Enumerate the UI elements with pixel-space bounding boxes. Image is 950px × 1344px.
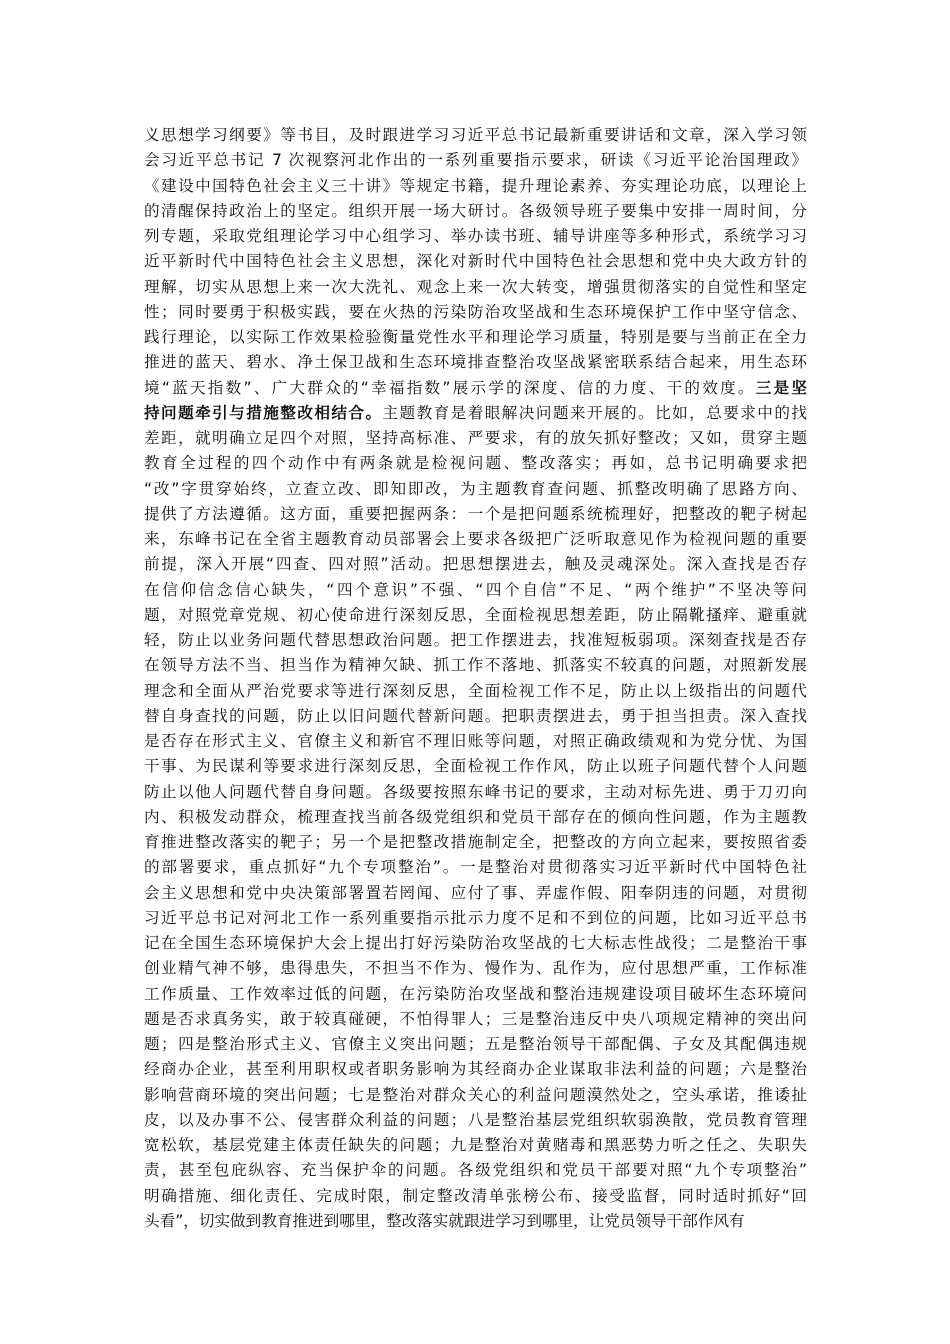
text-line bbox=[144, 552, 807, 577]
text-segment: 的部署要求，重点抓好“九个专项整治”。一是整治对贯彻落实习近平新时代中国特色社 bbox=[144, 858, 807, 877]
text-segment: 影响营商环境的突出问题；七是整治对群众关心的利益问题漠然处之，空头承诺，推诿扯 bbox=[144, 1085, 807, 1104]
text-line bbox=[144, 906, 807, 931]
text-line bbox=[144, 1007, 807, 1032]
text-segment: 经商办企业，甚至利用职权或者职务影响为其经商办企业谋取非法利益的问题；六是整治 bbox=[144, 1060, 807, 1079]
text-line bbox=[144, 1032, 807, 1057]
text-line bbox=[144, 780, 807, 805]
text-segment: 题，对照党章党规、初心使命进行深刻反思，全面检视思想差距，防止隔靴搔痒、避重就 bbox=[144, 605, 807, 624]
text-segment: 来，东峰书记在全省主题教育动员部署会上要求各级把广泛听取意见作为检视问题的重要 bbox=[144, 530, 807, 548]
text-segment: 宽松软，基层党建主体责任缺失的问题；九是整治对黄赌毒和黑恶势力听之任之、失职失 bbox=[144, 1136, 807, 1154]
text-line bbox=[144, 754, 807, 779]
text-line bbox=[144, 956, 807, 981]
text-segment: 会习近平总书记 7 次视察河北作出的一系列重要指示要求，研读《习近平论治国理政》 bbox=[144, 151, 807, 170]
text-line bbox=[144, 1184, 807, 1209]
text-segment: 提供了方法遵循。这方面，重要把握两条：一个是把问题系统梳理好，把整改的靶子树起 bbox=[144, 504, 807, 523]
text-line bbox=[144, 1158, 807, 1183]
text-line bbox=[144, 603, 807, 628]
text-line bbox=[144, 931, 807, 956]
text-line bbox=[144, 123, 807, 148]
text-segment: 干事、为民谋利等要求进行深刻反思，全面检视工作作风，防止以班子问题代替个人问题 bbox=[144, 757, 807, 776]
text-line bbox=[144, 855, 807, 880]
text-segment: 育推进整改落实的靶子；另一个是把整改措施制定全，把整改的方向立起来，要按照省委 bbox=[144, 833, 807, 851]
text-segment: 题；四是整治形式主义、官僚主义突出问题；五是整治领导干部配偶、子女及其配偶违规 bbox=[144, 1035, 807, 1053]
text-segment: 内、积极发动群众，梳理查找当前各级党组织和党员干部存在的倾向性问题，作为主题教 bbox=[144, 807, 807, 826]
text-segment: 轻，防止以业务问题代替思想政治问题。把工作摆进去，找准短板弱项。深刻查找是否存 bbox=[144, 631, 807, 649]
text-line bbox=[144, 451, 807, 476]
text-segment: 推进的蓝天、碧水、净土保卫战和生态环境排查整治攻坚战紧密联系结合起来，用生态环 bbox=[144, 353, 807, 372]
bold-text-segment: 三是坚 bbox=[755, 378, 807, 397]
text-line bbox=[144, 729, 807, 754]
text-line bbox=[144, 148, 807, 173]
text-segment: 的清醒保持政治上的坚定。组织开展一场大研讨。各级领导班子要集中安排一周时间，分 bbox=[144, 201, 807, 220]
text-segment: 替自身查找的问题，防止以旧问题代替新问题。把职责摆进去，勇于担当担责。深入查找 bbox=[144, 706, 807, 725]
text-line bbox=[144, 1083, 807, 1108]
text-line bbox=[144, 1057, 807, 1082]
text-segment: 防止以他人问题代替自身问题。各级要按照东峰书记的要求，主动对标先进、勇于刀刃向 bbox=[144, 782, 807, 801]
text-line bbox=[144, 275, 807, 300]
text-line bbox=[144, 982, 807, 1007]
text-segment: 理解，切实从思想上来一次大洗礼、观念上来一次大转变，增强贯彻落实的自觉性和坚定 bbox=[144, 277, 807, 296]
text-segment: 践行理论，以实际工作效果检验衡量党性水平和理论学习质量，特别是要与当前正在全力 bbox=[144, 328, 807, 346]
text-segment: 是否存在形式主义、官僚主义和新官不理旧账等问题，对照正确政绩观和为党分忧、为国 bbox=[144, 732, 807, 750]
text-segment: 习近平总书记对河北工作一系列重要指示批示力度不足和不到位的问题，比如习近平总书 bbox=[144, 908, 807, 927]
text-segment: 创业精气神不够，患得患失，不担当不作为、慢作为、乱作为，应付思想严重，工作标准 bbox=[144, 959, 807, 978]
text-segment: 差距，就明确立足四个对照，坚持高标准、严要求，有的放矢抓好整改；又如，贯穿主题 bbox=[144, 429, 807, 447]
text-line bbox=[144, 1133, 807, 1158]
text-segment: 皮，以及办事不公、侵害群众利益的问题；八是整治基层党组织软弱涣散，党员教育管理 bbox=[144, 1110, 807, 1129]
text-line bbox=[144, 199, 807, 224]
text-line bbox=[144, 830, 807, 855]
text-segment: 头看”，切实做到教育推进到哪里，整改落实就跟进学习到哪里，让党员领导干部作风有 bbox=[144, 1211, 745, 1230]
text-line bbox=[144, 401, 807, 426]
text-line bbox=[144, 679, 807, 704]
text-segment: 境“蓝天指数”、广大群众的“幸福指数”展示学的深度、信的力度、干的效度。 bbox=[144, 378, 756, 397]
text-line bbox=[144, 628, 807, 653]
text-line bbox=[144, 527, 807, 552]
text-line bbox=[144, 1108, 807, 1133]
text-segment: 列专题，采取党组理论学习中心组学习、举办读书班、辅导讲座等多种形式，系统学习习 bbox=[144, 227, 807, 245]
text-line bbox=[144, 325, 807, 350]
text-line bbox=[144, 249, 807, 274]
text-segment: 会主义思想和党中央决策部署置若罔闻、应付了事、弄虚作假、阳奉阴违的问题，对贯彻 bbox=[144, 883, 807, 902]
text-segment: 在信仰信念信心缺失，“四个意识”不强、“四个自信”不足、“两个维护”不坚决等问 bbox=[144, 580, 807, 599]
text-segment: 题是否求真务实，敢于较真碰硬，不怕得罪人；三是整治违反中央八项规定精神的突出问 bbox=[144, 1009, 807, 1028]
text-line bbox=[144, 578, 807, 603]
text-segment: 主题教育是着眼解决问题来开展的。比如，总要求中的找 bbox=[382, 403, 807, 422]
text-segment: 工作质量、工作效率过低的问题，在污染防治攻坚战和整治违规建设项目破坏生态环境问 bbox=[144, 984, 807, 1003]
text-line bbox=[144, 653, 807, 678]
text-segment: 前提，深入开展“四查、四对照”活动。把思想摆进去，触及灵魂深处。深入查找是否存 bbox=[144, 555, 807, 574]
text-line bbox=[144, 426, 807, 451]
text-line bbox=[144, 477, 807, 502]
text-line bbox=[144, 1209, 807, 1234]
text-segment: 明确措施、细化责任、完成时限，制定整改清单张榜公布、接受监督，同时适时抓好“回 bbox=[144, 1186, 807, 1205]
text-line bbox=[144, 350, 807, 375]
text-segment: 《建设中国特色社会主义三十讲》等规定书籍，提升理论素养、夯实理论功底，以理论上 bbox=[144, 176, 807, 195]
text-line bbox=[144, 300, 807, 325]
text-line bbox=[144, 174, 807, 199]
document-body bbox=[144, 123, 807, 1234]
text-line bbox=[144, 805, 807, 830]
text-segment: 教育全过程的四个动作中有两条就是检视问题、整改落实；再如，总书记明确要求把 bbox=[144, 454, 807, 473]
text-line bbox=[144, 881, 807, 906]
bold-text-segment: 持问题牵引与措施整改相结合。 bbox=[144, 403, 383, 422]
text-segment: 记在全国生态环境保护大会上提出打好污染防治攻坚战的七大标志性战役；二是整治干事 bbox=[144, 934, 807, 952]
text-line bbox=[144, 502, 807, 527]
text-segment: 责，甚至包庇纵容、充当保护伞的问题。各级党组织和党员干部要对照“九个专项整治” bbox=[144, 1161, 807, 1180]
text-line bbox=[144, 376, 807, 401]
text-segment: “改”字贯穿始终，立查立改、即知即改，为主题教育查问题、抓整改明确了思路方向、 bbox=[144, 479, 807, 498]
text-segment: 在领导方法不当、担当作为精神欠缺、抓工作不落地、抓落实不较真的问题，对照新发展 bbox=[144, 656, 807, 675]
text-segment: 理念和全面从严治党要求等进行深刻反思，全面检视工作不足，防止以上级指出的问题代 bbox=[144, 681, 807, 700]
text-line bbox=[144, 704, 807, 729]
text-segment: 近平新时代中国特色社会主义思想，深化对新时代中国特色社会思想和党中央大政方针的 bbox=[144, 252, 807, 271]
text-segment: 性；同时要勇于积极实践，要在火热的污染防治攻坚战和生态环境保护工作中坚守信念、 bbox=[144, 302, 807, 321]
text-segment: 义思想学习纲要》等书目，及时跟进学习习近平总书记最新重要讲话和文章，深入学习领 bbox=[144, 126, 807, 144]
text-line bbox=[144, 224, 807, 249]
